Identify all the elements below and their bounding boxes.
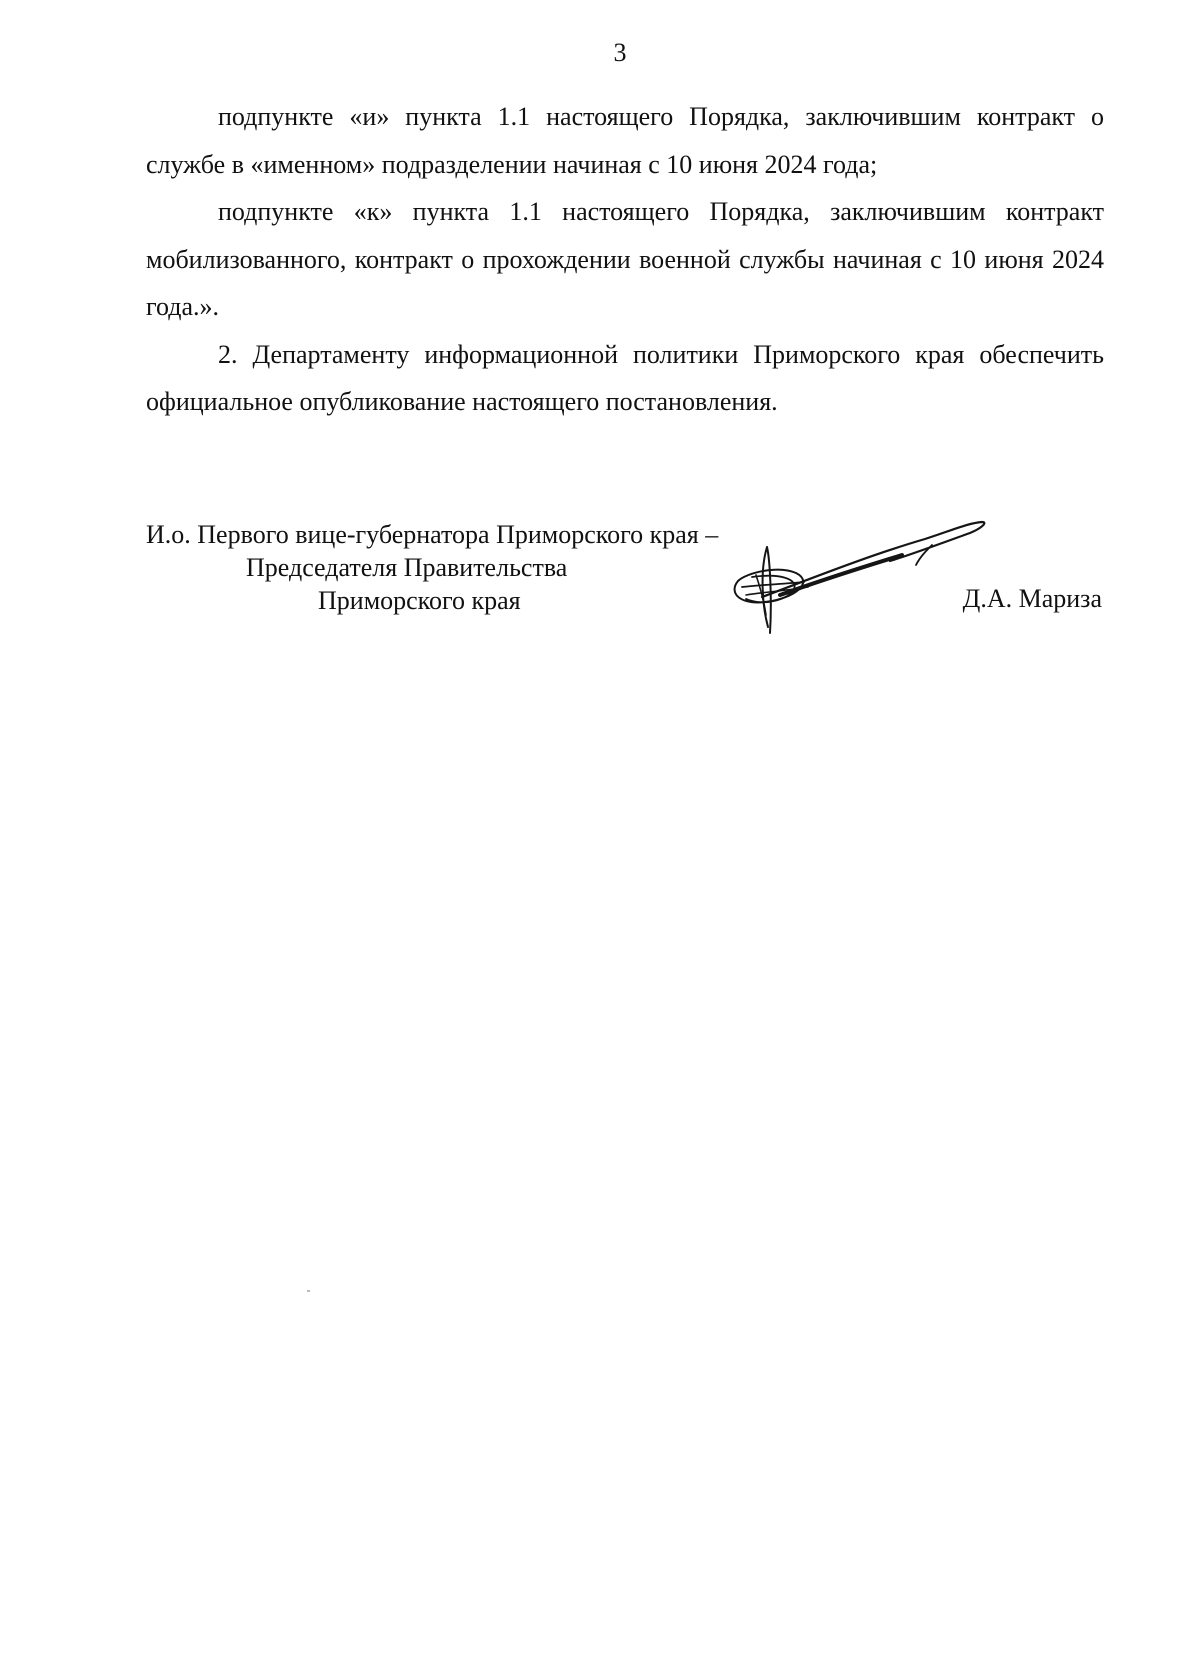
document-body xyxy=(146,93,1104,426)
position-line: И.о. Первого вице-губернатора Приморского края – xyxy=(146,520,719,549)
paragraph: подпункте «к» пункта 1.1 настоящего Порядка, заключившим контракт мобилизованного, контракт о прохождении военной службы начиная с 10 июня 2024 года.». xyxy=(146,197,1104,321)
position-line: Председателя Правительства xyxy=(246,553,568,582)
signatory-name: Д.А. Мариза xyxy=(962,584,1102,613)
paragraph: 2. Департаменту информационной политики Приморского края обеспечить официальное опубликование настоящего постановления. xyxy=(146,339,1104,416)
signatory-position xyxy=(146,518,718,617)
paragraph: подпункте «и» пункта 1.1 настоящего Порядка, заключившим контракт о службе в «именном» подразделении начиная с 10 июня 2024 года; xyxy=(146,102,1104,179)
scan-speck xyxy=(307,1290,310,1292)
page-number: 3 xyxy=(613,38,627,67)
position-line: Приморского края xyxy=(318,586,521,615)
handwritten-signature xyxy=(720,515,1000,635)
